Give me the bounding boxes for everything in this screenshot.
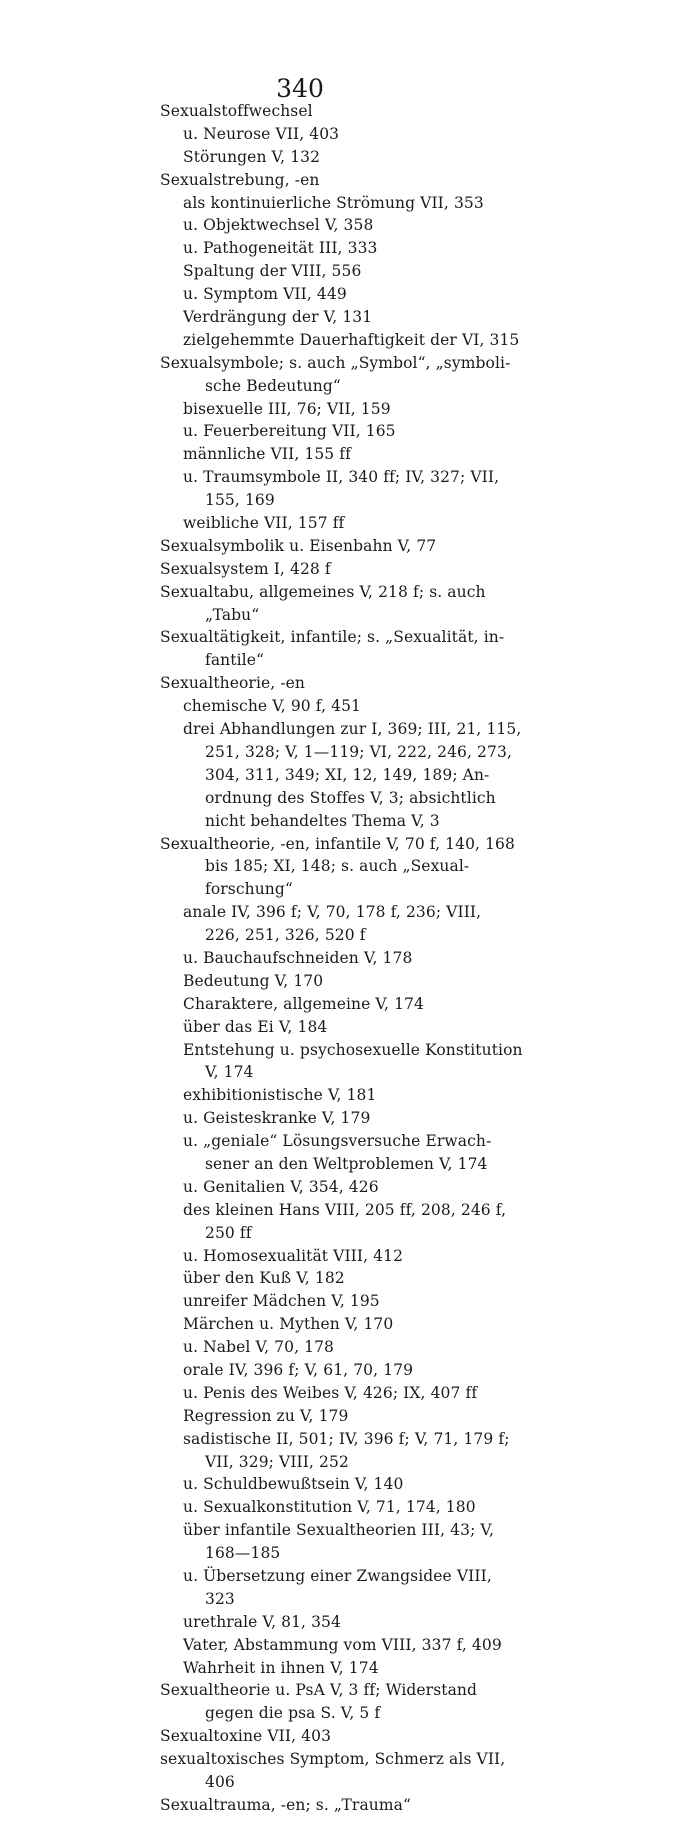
index-headword: Sexualsymbole; s. auch „Symbol“, „symboli- xyxy=(160,353,511,372)
index-subentry: 155, 169 xyxy=(205,491,275,510)
index-headword: Sexualtheorie, -en xyxy=(160,674,306,693)
index-subentry: u. Geisteskranke V, 179 xyxy=(183,1109,371,1128)
index-headword: Sexualstoffwechsel xyxy=(160,102,313,120)
index-subentry: chemische V, 90 f, 451 xyxy=(183,697,362,716)
index-subentry: über das Ei V, 184 xyxy=(183,1017,328,1036)
index-subentry: unreifer Mädchen V, 195 xyxy=(183,1292,380,1311)
index-headword: Sexualtoxine VII, 403 xyxy=(160,1727,332,1746)
index-subentry: als kontinuierliche Strömung VII, 353 xyxy=(183,193,484,212)
index-subentry: VII, 329; VIII, 252 xyxy=(205,1452,349,1471)
index-subentry: 304, 311, 349; XI, 12, 149, 189; An- xyxy=(205,765,490,784)
index-subentry: 323 xyxy=(205,1589,235,1608)
index-subentry: drei Abhandlungen zur I, 369; III, 21, 115, xyxy=(183,720,522,739)
index-subentry: gegen die psa S. V, 5 f xyxy=(205,1704,381,1723)
index-subentry: u. Nabel V, 70, 178 xyxy=(183,1338,335,1357)
index-subentry: Bedeutung V, 170 xyxy=(183,971,324,990)
index-subentry: Regression zu V, 179 xyxy=(183,1406,349,1425)
index-subentry: Verdrängung der V, 131 xyxy=(183,308,373,327)
index-headword: Sexualsymbolik u. Eisenbahn V, 77 xyxy=(160,536,437,555)
index-subentry: u. Genitalien V, 354, 426 xyxy=(183,1177,379,1196)
index-subentry: über den Kuß V, 182 xyxy=(183,1269,345,1288)
index-subentry: Spaltung der VIII, 556 xyxy=(183,262,362,281)
index-subentry: u. „geniale“ Lösungsversuche Erwach- xyxy=(183,1132,492,1151)
index-subentry: u. Übersetzung einer Zwangsidee VIII, xyxy=(183,1567,492,1585)
index-headword: sexualtoxisches Symptom, Schmerz als VII, xyxy=(160,1750,506,1769)
index-subentry: u. Sexualkonstitution V, 71, 174, 180 xyxy=(183,1498,476,1517)
index-subentry: V, 174 xyxy=(205,1063,254,1082)
index-subentry: Charaktere, allgemeine V, 174 xyxy=(183,994,424,1013)
index-subentry: u. Neurose VII, 403 xyxy=(183,124,340,143)
index-subentry: ordnung des Stoffes V, 3; absichtlich xyxy=(205,788,496,807)
index-subentry: sadistische II, 501; IV, 396 f; V, 71, 179 f; xyxy=(183,1429,510,1448)
index-subentry: Störungen V, 132 xyxy=(183,147,321,166)
index-subentry: anale IV, 396 f; V, 70, 178 f, 236; VIII, xyxy=(183,903,482,922)
index-subentry: Vater, Abstammung vom VIII, 337 f, 409 xyxy=(183,1635,502,1654)
index-subentry: u. Homosexualität VIII, 412 xyxy=(183,1246,404,1265)
index-subentry: 226, 251, 326, 520 f xyxy=(205,926,366,945)
index-headword: Sexualtheorie u. PsA V, 3 ff; Widerstand xyxy=(160,1681,478,1700)
index-subentry: u. Symptom VII, 449 xyxy=(183,285,347,304)
index-headword: Sexualtheorie, -en, infantile V, 70 f, 140, 168 xyxy=(160,834,515,853)
index-subentry: 406 xyxy=(205,1773,235,1792)
index-headword: Sexualtätigkeit, infantile; s. „Sexualität, in- xyxy=(160,628,505,647)
index-subentry: u. Penis des Weibes V, 426; IX, 407 ff xyxy=(183,1383,478,1402)
index-subentry: forschung“ xyxy=(205,880,293,899)
index-subentry: u. Pathogeneität III, 333 xyxy=(183,239,378,258)
index-subentry: bisexuelle III, 76; VII, 159 xyxy=(183,399,391,418)
index-subentry: des kleinen Hans VIII, 205 ff, 208, 246 f, xyxy=(183,1200,507,1219)
index-subentry: u. Traumsymbole II, 340 ff; IV, 327; VII, xyxy=(183,468,500,487)
index-subentry: 168—185 xyxy=(205,1544,281,1563)
index-subentry: orale IV, 396 f; V, 61, 70, 179 xyxy=(183,1360,414,1379)
index-subentry: 250 ff xyxy=(205,1223,252,1242)
index-entries xyxy=(0,100,697,1817)
index-subentry: nicht behandeltes Thema V, 3 xyxy=(205,811,440,830)
index-subentry: „Tabu“ xyxy=(205,605,260,624)
index-subentry: fantile“ xyxy=(205,651,265,670)
index-subentry: zielgehemmte Dauerhaftigkeit der VI, 315 xyxy=(183,330,520,349)
index-subentry: Entstehung u. psychosexuelle Konstitution xyxy=(183,1040,523,1059)
index-subentry: u. Bauchaufschneiden V, 178 xyxy=(183,948,413,967)
index-subentry: Wahrheit in ihnen V, 174 xyxy=(183,1658,379,1677)
index-subentry: bis 185; XI, 148; s. auch „Sexual- xyxy=(205,857,470,876)
index-subentry: exhibitionistische V, 181 xyxy=(183,1086,377,1105)
index-subentry: u. Objektwechsel V, 358 xyxy=(183,216,374,235)
index-subentry: 251, 328; V, 1—119; VI, 222, 246, 273, xyxy=(205,742,512,761)
index-headword: Sexualtabu, allgemeines V, 218 f; s. auch xyxy=(160,582,486,601)
index-headword: Sexualtrauma, -en; s. „Trauma“ xyxy=(160,1795,412,1814)
index-subentry: u. Schuldbewußtsein V, 140 xyxy=(183,1475,404,1494)
index-subentry: über infantile Sexualtheorien III, 43; V, xyxy=(183,1521,495,1540)
index-subentry: u. Feuerbereitung VII, 165 xyxy=(183,422,396,441)
index-subentry: Märchen u. Mythen V, 170 xyxy=(183,1315,394,1334)
index-subentry: männliche VII, 155 ff xyxy=(183,445,351,464)
index-headword: Sexualstrebung, -en xyxy=(160,170,320,189)
index-subentry: weibliche VII, 157 ff xyxy=(183,514,345,533)
index-subentry: urethrale V, 81, 354 xyxy=(183,1612,341,1631)
index-subentry: sche Bedeutung“ xyxy=(205,376,341,395)
index-headword: Sexualsystem I, 428 f xyxy=(160,559,331,578)
index-subentry: sener an den Weltproblemen V, 174 xyxy=(205,1154,488,1173)
page-number: 340 xyxy=(276,74,324,103)
